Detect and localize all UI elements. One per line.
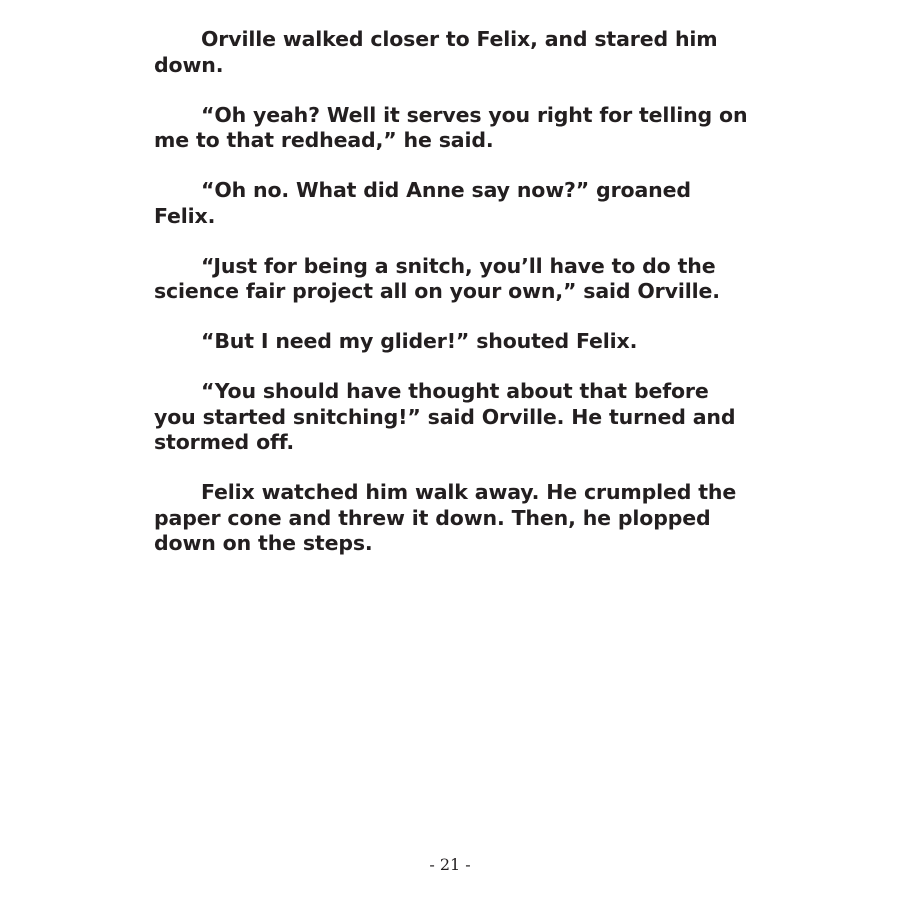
page-number: - 21 - — [429, 855, 471, 874]
paragraph-6: “You should have thought about that before you started snitching!” said Orville. He turned and stormed off. — [154, 379, 736, 454]
paragraph-5: “But I need my glider!” shouted Felix. — [201, 329, 638, 353]
paragraph-3: “Oh no. What did Anne say now?” groaned Felix. — [154, 178, 691, 228]
story-text — [154, 27, 754, 581]
paragraph-2: “Oh yeah? Well it serves you right for telling on me to that redhead,” he said. — [154, 102, 748, 152]
paragraph-7: Felix watched him walk away. He crumpled the paper cone and threw it down. Then, he plopped down on the steps. — [154, 480, 737, 555]
paragraph-1: Orville walked closer to Felix, and stared him down. — [154, 27, 718, 77]
paragraph-4: “Just for being a snitch, you’ll have to do the science fair project all on your own,” said Orville. — [154, 253, 720, 303]
